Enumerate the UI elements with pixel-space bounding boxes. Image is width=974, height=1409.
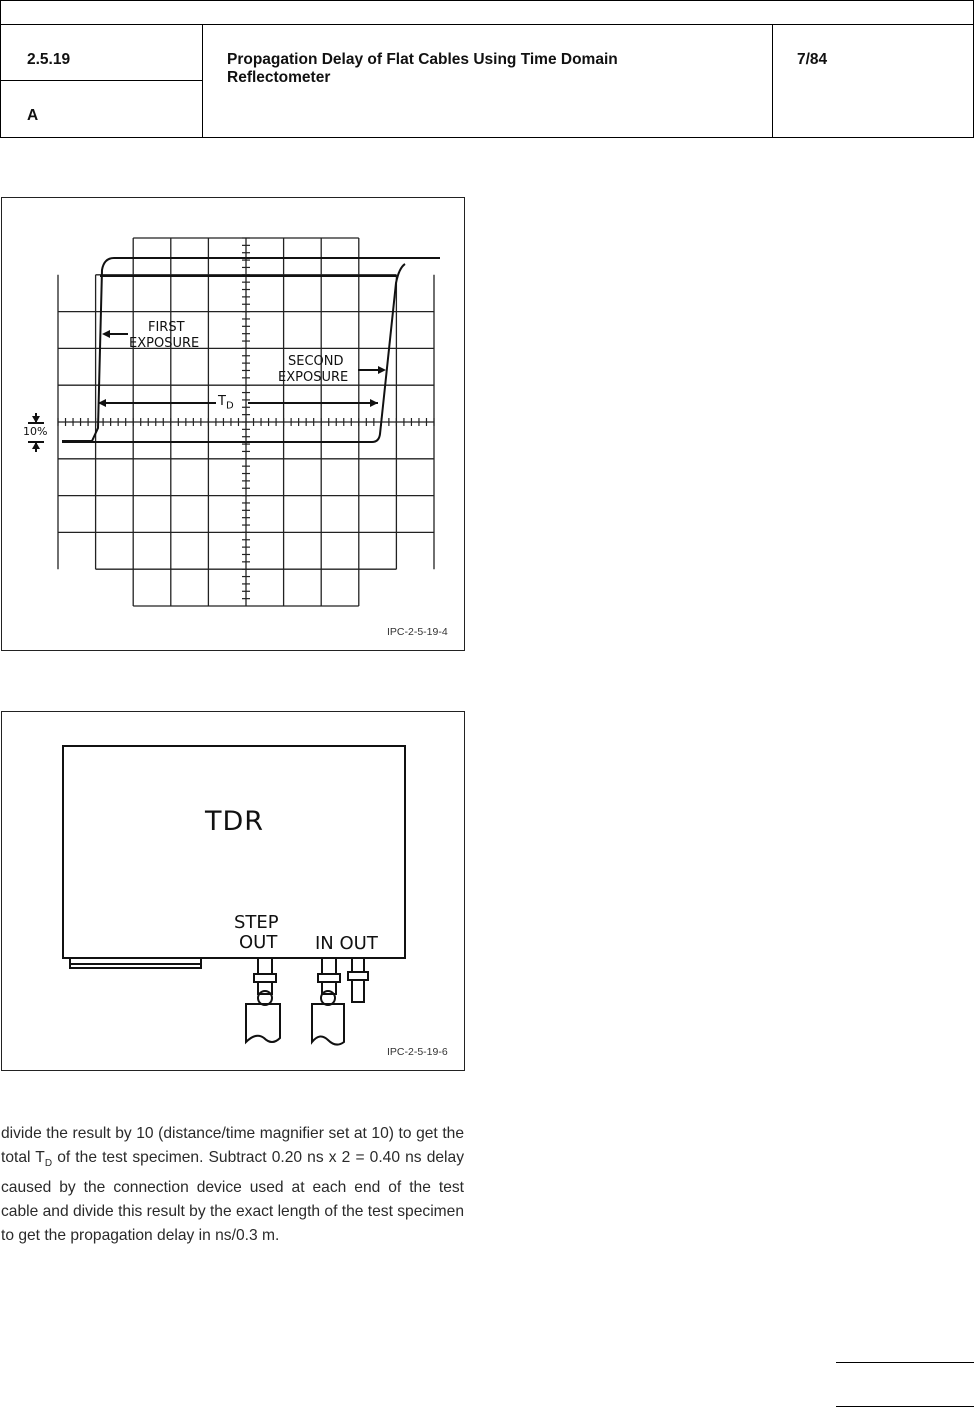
body-text-part-1: divide the result by 10 (distance/time magnifier set at 10) to get the total T — [1, 1125, 464, 1166]
header-col-rule-2 — [772, 24, 773, 138]
footer-rule-1 — [836, 1362, 974, 1363]
revision: A — [27, 107, 39, 124]
figure-tdr-setup — [1, 711, 465, 1071]
first-exposure-label-1: FIRST — [148, 320, 185, 335]
step-label-2: OUT — [239, 932, 278, 953]
page-title-line-1: Propagation Delay of Flat Cables Using Time Domain — [227, 51, 618, 68]
td-subscript: D — [225, 400, 234, 412]
header-col-rule-1 — [202, 24, 203, 138]
header-divider — [0, 24, 974, 25]
body-paragraph — [1, 1122, 464, 1248]
tdr-instrument-drawing — [2, 712, 464, 1070]
body-text-subscript: D — [44, 1158, 53, 1170]
trace-graticule-drawing — [2, 198, 464, 650]
footer-rule-2 — [836, 1406, 974, 1407]
step-label-1: STEP — [234, 912, 279, 933]
header-top-rule — [0, 0, 974, 1]
td-label: $T_D$ — [218, 394, 234, 412]
first-exposure-label-2: EXPOSURE — [129, 336, 200, 351]
ten-percent-label: 10% — [23, 425, 48, 438]
tdr-label: TDR — [205, 806, 265, 837]
section-number: 2.5.19 — [27, 51, 71, 68]
header-left-rule — [0, 0, 1, 138]
second-exposure-label-1: SECOND — [288, 354, 344, 369]
figure-2-id: IPC-2-5-19-6 — [387, 1046, 448, 1058]
page-header — [0, 0, 974, 138]
in-out-label: IN OUT — [315, 933, 378, 954]
second-exposure-label-2: EXPOSURE — [278, 370, 349, 385]
header-bottom-rule — [0, 137, 974, 138]
figure-tdr-trace — [1, 197, 465, 651]
body-text-part-2: of the test specimen. Subtract 0.20 ns x 2 = 0.40 ns delay caused by the connection device used at each end of the test cable and divide this result by the exact length of the test specimen to get the propagation delay in ns/0.3 m. — [1, 1149, 464, 1245]
header-row-rule — [0, 80, 202, 81]
issue-date: 7/84 — [797, 51, 828, 68]
figure-1-id: IPC-2-5-19-4 — [387, 626, 448, 638]
page-title-line-2: Reflectometer — [227, 69, 331, 86]
